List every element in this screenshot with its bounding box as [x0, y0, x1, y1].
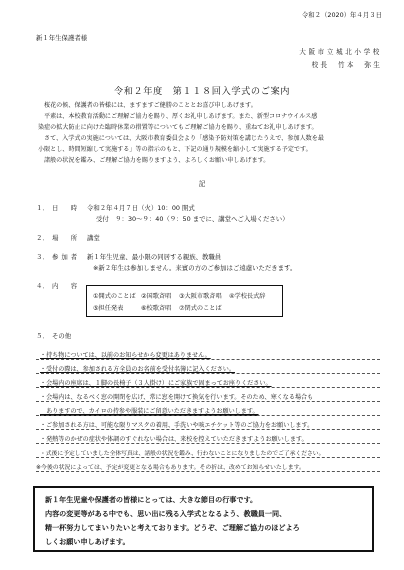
- item-number: ４．: [36, 282, 49, 290]
- notice-line: しくお願い申しあげます。: [45, 537, 130, 546]
- item-value: 令和２年４月７日（火）10：00 開式: [87, 204, 195, 212]
- school-name: 大阪市立城北小学校: [299, 48, 382, 56]
- intro-line: 諸般の状況を鑑み、ご理解ご協力を賜りますよう、よろしくお願い申しあげます。: [44, 157, 270, 164]
- item-number: ３．: [36, 253, 49, 261]
- program-item: ②国歌斉唱: [141, 293, 172, 300]
- program-item: ⑥校歌斉唱: [141, 305, 172, 312]
- note-item: ・発熱等のかぜの症状や体調のすぐれない場合は、来校を控えていただきますようお願いします。: [40, 436, 308, 443]
- document-title: 令和２年度 第１１８回入学式のご案内: [113, 86, 291, 97]
- item-value: 受付 ９：30～９：40（９：50 までに、講堂へご入場ください）: [96, 215, 289, 223]
- intro-line: 染症の拡大防止に向けた臨時休業の措置等についてもご理解ご協力を賜り、重ねてお礼申しあげます。: [38, 124, 318, 131]
- intro-line: さて、入学式の実施については、大阪市教育委員会より「感染予防対策を講じたうえで、参加人数を最: [44, 135, 324, 142]
- dashed-rule: [36, 443, 380, 444]
- item-value: 講堂: [87, 234, 100, 242]
- item-number: ２．: [36, 234, 49, 242]
- ki-heading: 記: [198, 180, 206, 188]
- principal-name: 校長 竹本 弥生: [311, 61, 382, 69]
- program-item: ⑤担任発表: [93, 305, 124, 312]
- dashed-rule: [36, 373, 380, 374]
- dashed-rule: [36, 429, 380, 430]
- program-item: ①開式のことば: [93, 293, 136, 300]
- item-label: その他: [52, 332, 72, 340]
- intro-line: 桜花の候、保護者の皆様には、ますますご健勝のこととお喜び申しあげます。: [44, 102, 257, 109]
- dashed-rule: [36, 401, 380, 402]
- notice-line: 新１年生児童や保護者の皆様にとっては、大きな節目の行事です。: [45, 495, 258, 504]
- document-date: 令和２（2020）年４月３日: [301, 11, 382, 19]
- dashed-rule: [36, 471, 380, 472]
- program-box: [86, 285, 283, 317]
- intro-line: 平素は、本校教育活動にご理解ご協力を賜り、厚くお礼申しあげます。また、新型コロナウイルス感: [44, 113, 318, 120]
- item-value: ※新２年生は参加しません。来賓の方のご参加はご遠慮いただきます。: [93, 264, 297, 272]
- note-item: ・ご参加される方は、可能な限りマスクの着用、手洗いや咳エチケット等のご協力をお願いします。: [40, 422, 314, 429]
- program-item: ③大阪市歌斉唱: [179, 293, 222, 300]
- note-item: ありますので、カイロの持参や服装にご留意いただきますようお願いします。: [40, 408, 259, 415]
- item-number: １．: [36, 204, 49, 212]
- notice-box: [33, 486, 374, 552]
- dashed-rule: [36, 415, 380, 416]
- note-remark: ※今後の状況によっては、予定が変更となる場合もあります。その折は、改めてお知らせいたします。: [36, 465, 305, 471]
- notice-line: 内容の変更等がある中でも、思い出に残る入学式となるよう、教職員一同、: [45, 509, 287, 518]
- note-item: ・会場内の座席は、１脚の長椅子（３人掛け）にご家族で固まってお座りください。: [40, 380, 272, 387]
- intro-line: 小限とし、時間短縮して実施する」等の指示のもと、下記の通り規模を縮小して実施する予定です。: [38, 146, 312, 153]
- note-item: ・会場内は、なるべく窓の開閉を広げ、常に窓を開けて換気を行います。そのため、寒くなる場合も: [40, 394, 314, 401]
- note-item: ・持ち物については、以前のお知らせから変更はありません。: [40, 352, 211, 359]
- recipient: 新１年生保護者様: [36, 34, 88, 42]
- dashed-rule: [36, 359, 380, 360]
- item-label: 日 時: [52, 204, 81, 212]
- dashed-rule: [36, 387, 380, 388]
- note-item: ・受付の際は、参加される方全員のお名前を受付名簿に記入ください。: [40, 366, 235, 373]
- intro-paragraph: [38, 100, 378, 166]
- note-item: ・式後に予定していました全体写真は、諸般の状況を鑑み、行わないことになりましたのでご了承ください。: [40, 451, 325, 457]
- item-number: ５．: [36, 332, 49, 340]
- program-item: ④学校長式辞: [229, 293, 266, 300]
- dashed-rule: [36, 457, 380, 458]
- notice-line: 精一杯努力してまいりたいと考えております。どうぞ、ご理解ご協力のほどよろ: [45, 523, 300, 532]
- item-label: 参加者: [52, 253, 81, 261]
- item-value: 新１年生児童、最小限の同居する親族、教職員: [87, 253, 222, 261]
- item-label: 内 容: [52, 282, 81, 290]
- program-item: ⑦閉式のことば: [179, 305, 222, 312]
- item-label: 場 所: [52, 234, 81, 242]
